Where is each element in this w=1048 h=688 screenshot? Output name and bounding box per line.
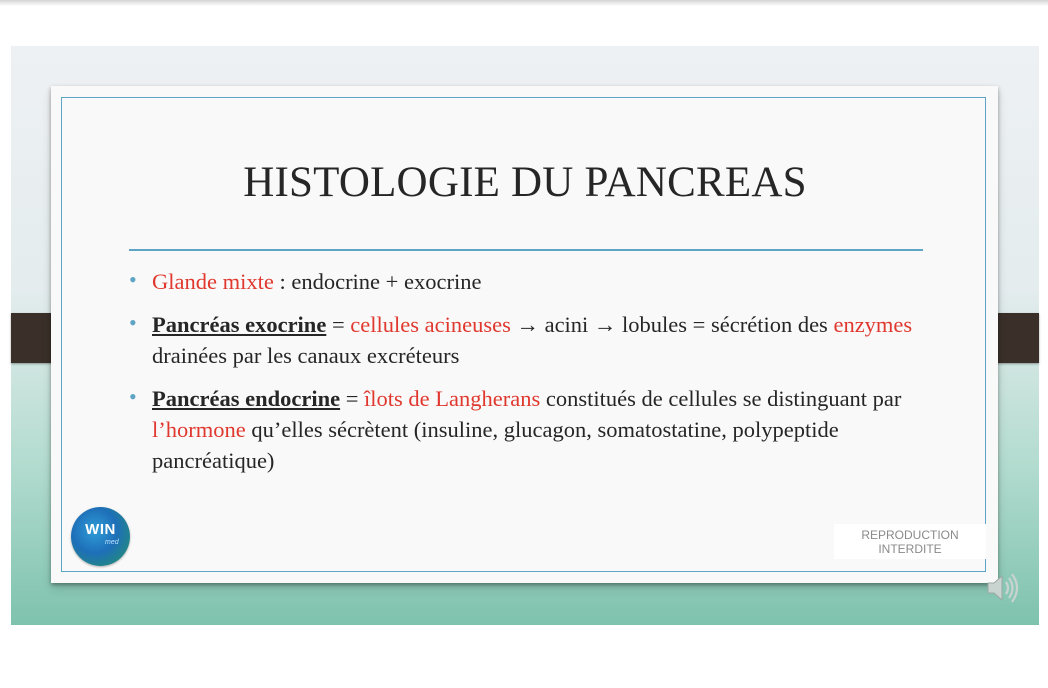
top-shadow (0, 0, 1048, 6)
watermark-line-2: INTERDITE (878, 542, 942, 556)
section-heading: Pancréas endocrine (152, 386, 341, 411)
bullet-item (129, 383, 929, 476)
term-highlight: îlots de Langherans (364, 386, 541, 411)
title-divider (129, 249, 923, 251)
bullet-text: → acini → lobules = sécrétion des (510, 312, 834, 337)
logo-subtext: med (105, 539, 119, 546)
bullet-text: = (340, 386, 365, 411)
bullet-text: : endocrine + exocrine (273, 269, 482, 294)
bullet-text: = (326, 312, 351, 337)
bullet-text: qu’elles sécrètent (insuline, glucagon, somatostatine, polypeptide pancréatique) (152, 417, 839, 473)
bullet-text: drainées par les canaux excréteurs (152, 343, 460, 368)
term-highlight: l’hormone (152, 417, 246, 442)
speaker-icon[interactable] (984, 570, 1024, 606)
bullet-dot-icon: • (129, 384, 137, 409)
bullet-item (129, 266, 929, 297)
term-highlight: cellules acineuses (350, 312, 511, 337)
bullet-text: constitués de cellules se distinguant par (540, 386, 902, 411)
bullet-item (129, 309, 929, 371)
bullet-list (129, 266, 929, 488)
slide-title: HISTOLOGIE DU PANCREAS (243, 159, 807, 206)
bullet-dot-icon: • (129, 310, 137, 335)
section-heading: Pancréas exocrine (152, 312, 327, 337)
logo-text: WIN (85, 521, 116, 538)
bullet-dot-icon: • (129, 267, 137, 292)
term-highlight: Glande mixte (152, 269, 274, 294)
watermark-line-1: REPRODUCTION (861, 528, 959, 542)
term-highlight: enzymes (833, 312, 913, 337)
reproduction-watermark (834, 524, 986, 559)
win-med-logo (71, 507, 130, 566)
